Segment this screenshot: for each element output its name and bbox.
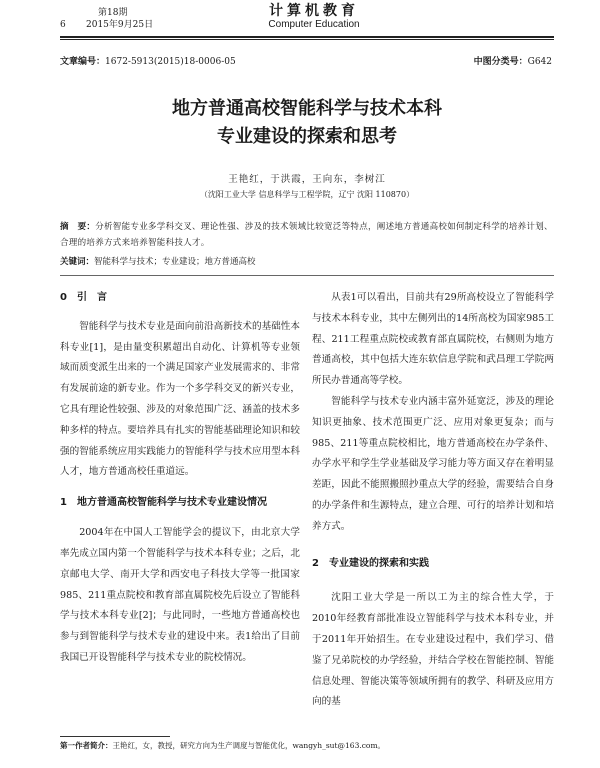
left-column (60, 288, 300, 669)
keywords-label: 关键词： (60, 257, 95, 267)
page-number: 6 (60, 20, 66, 30)
section-2-heading: 2 专业建设的探索和实践 (312, 557, 429, 569)
section-1-heading: 1 地方普通高校智能科学与技术专业建设情况 (60, 497, 267, 509)
author-footnote (60, 740, 554, 752)
right-paragraph-2: 智能科学与技术专业内涵丰富外延宽泛，涉及的理论知识更抽象、技术范围更广泛、应用对象更复杂；而与985、211等重点院校相比，地方普通高校在办学条件、办学水平和学生学业基础及学习能力等方面又存在着明显差距，因此不能照搬照抄重点大学的经验，需要结合自身的办学条件和生源特点，建立合理、可行的培养计划和培养方式。 (312, 395, 554, 532)
journal-title-cn: 计算机教育 (269, 3, 359, 19)
abstract-label: 摘 要： (60, 222, 96, 232)
footnote-label: 第一作者简介： (60, 741, 113, 750)
abstract-rule (60, 275, 554, 276)
section-1-paragraph: 2004年在中国人工智能学会的提议下，由北京大学率先成立国内第一个智能科学与技术本科专业；之后，北京邮电大学、南开大学和西安电子科技大学等一批国家985、211重点院校和教育部直属院校先后设立了智能科学与技术本科专业[2]；与此同时，一些地方普通高校也参与到智能科学与技术专业的建设中来。表1给出了目前我国已开设智能科学与技术专业的院校情况。 (60, 527, 300, 663)
paper-title (60, 95, 554, 151)
authors: 王艳红，于洪霞，王向东，李树江 (228, 174, 386, 185)
right-column (312, 288, 554, 713)
title-line-1: 地方普通高校智能科学与技术本科 (172, 98, 442, 119)
abstract (60, 219, 554, 251)
right-paragraph-1: 从表1可以看出，目前共有29所高校设立了智能科学与技术本科专业，其中左侧列出的14所高校为国家985工程、211工程重点院校或教育部直属院校，右侧则为地方普通高校，其中包括大连东软信息学院和武昌理工学院两所民办普通高等学校。 (312, 292, 554, 387)
article-number-value: 1672-5913(2015)18-0006-05 (105, 57, 236, 67)
issue-number: 第18期 (98, 8, 128, 18)
issue-date: 2015年9月25日 (86, 20, 154, 30)
keywords-text: 智能科学与技术；专业建设；地方普通高校 (94, 257, 256, 267)
section-0-heading: 0 引 言 (60, 292, 107, 303)
journal-title-en: Computer Education (268, 19, 360, 30)
section-2-paragraph: 沈阳工业大学是一所以工为主的综合性大学，于2010年经教育部批准设立智能科学与技术本科专业，并于2011年开始招生。在专业建设过程中，我们学习、借鉴了兄弟院校的办学经验，并结合学校在智能控制、智能信息处理、智能决策等领域所拥有的教学、科研及应用方向的基 (312, 592, 554, 708)
header-rule-thin (60, 39, 554, 40)
clc-label: 中图分类号： (473, 57, 528, 67)
journal-masthead (244, 3, 384, 31)
footnote-rule (60, 736, 170, 737)
section-0-paragraph: 智能科学与技术专业是面向前沿高新技术的基础性本科专业[1]，是由量变积累超出自动化、计算机等专业领域而质变派生出来的一个满足国家产业发展需求的、非常有发展前途的新专业。作为一个多学科交叉的新兴专业，它具有理论性较强、涉及的对象范围广泛、涵盖的技术多种多样的特点。要培养具有扎实的智能基础理论知识和较强的智能系统应用实践能力的智能科学与技术应用型本科人才，地方普通高校任重道远。 (60, 320, 300, 478)
header-rule (60, 36, 554, 38)
title-line-2: 专业建设的探索和思考 (217, 126, 397, 147)
affiliation: （沈阳工业大学 信息科学与工程学院，辽宁 沈阳 110870） (199, 190, 415, 199)
article-number (60, 56, 236, 68)
footnote-text: 王艳红，女，教授，研究方向为生产调度与智能优化，wangyh_sut@163.com。 (112, 741, 386, 750)
article-number-label: 文章编号： (60, 57, 106, 67)
abstract-text: 分析智能专业多学科交叉、理论性强、涉及的技术领域比较宽泛等特点，阐述地方普通高校如何制定科学的培养计划、合理的培养方式来培养智能科技人才。 (60, 222, 553, 248)
clc-value: G642 (527, 57, 552, 67)
keywords (60, 255, 554, 269)
clc-number (474, 56, 552, 68)
running-header-left (60, 7, 153, 31)
